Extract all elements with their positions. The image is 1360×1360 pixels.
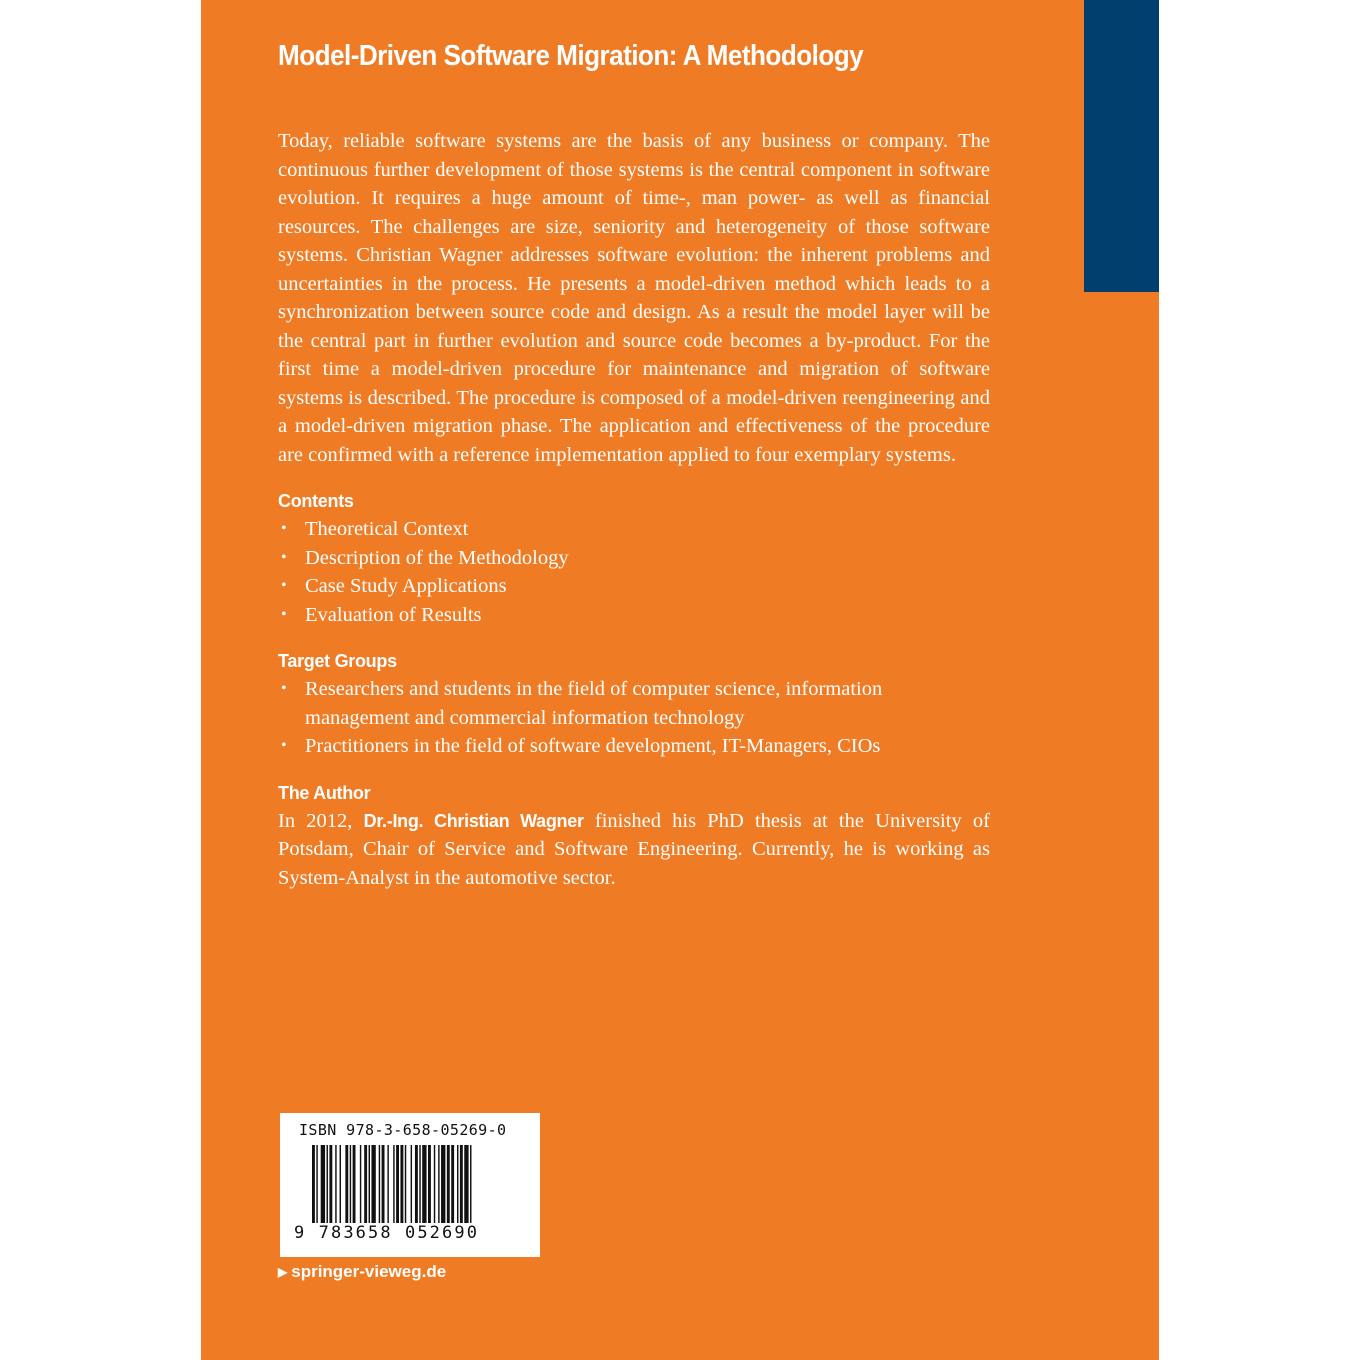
barcode-bar xyxy=(447,1145,450,1223)
list-item: • Practitioners in the field of software development, IT-Managers, CIOs xyxy=(278,732,990,761)
barcode-bar xyxy=(396,1145,399,1223)
barcode-bar xyxy=(312,1145,315,1223)
barcode-bar xyxy=(400,1145,403,1223)
contents-list xyxy=(278,515,990,629)
barcode-bar xyxy=(422,1145,426,1223)
author-bio: In 2012, Dr.-Ing. Christian Wagner finished his PhD thesis at the University of Potsdam, Chair of Service and Software Engineering. Currently, he is working as System-Analyst in the automotive sector. xyxy=(278,809,990,889)
barcode-bar xyxy=(340,1145,341,1223)
bullet-icon: • xyxy=(281,577,287,594)
list-item: • Theoretical Context xyxy=(278,515,990,544)
barcode-bar xyxy=(419,1145,420,1223)
barcode-bar xyxy=(316,1145,317,1223)
barcode-bar xyxy=(379,1145,380,1223)
isbn-number: ISBN 978-3-658-05269-0 xyxy=(299,1121,507,1139)
book-title: Model-Driven Software Migration: A Methodology xyxy=(278,40,864,72)
target-groups-list xyxy=(278,675,990,761)
barcode-bar xyxy=(470,1145,471,1223)
barcode-bar xyxy=(405,1145,406,1223)
target-groups-heading: Target Groups xyxy=(278,651,397,671)
barcode-bar xyxy=(360,1145,361,1223)
barcode-bar xyxy=(415,1145,418,1223)
barcode-bar xyxy=(329,1145,332,1223)
barcode-bar xyxy=(451,1145,454,1223)
author-heading: The Author xyxy=(278,782,371,803)
barcode-bar xyxy=(393,1145,394,1223)
cover-text xyxy=(278,127,990,892)
accent-tab xyxy=(1084,0,1159,292)
blurb-paragraph: Today, reliable software systems are the basis of any business or company. The continuous further development of those systems is the central component in software evolution. It requires a huge amount of time-, man power- as well as financial resources. The challenges are size, seniority and heterogeneity of those software systems. Christian Wagner addresses software evolution: the inherent problems and uncertainties in the process. He presents a model-driven method which leads to a synchronization between source code and design. As a result the model layer will be the central part in further evolution and source code becomes a by-product. For the first time a model-driven procedure for maintenance and migration of software systems is described. The procedure is composed of a model-driven reengineering and a model-driven migration phase. The application and effectiveness of the procedure are confirmed with a reference implementation applied to four exemplary systems. xyxy=(278,130,990,466)
list-item: • Evaluation of Results xyxy=(278,601,990,630)
ean-digits: 9 783658 052690 xyxy=(294,1223,480,1243)
barcode-bar xyxy=(438,1145,439,1223)
barcode-label xyxy=(280,1113,540,1257)
barcode-bar xyxy=(321,1145,325,1223)
contents-heading: Contents xyxy=(278,491,354,511)
barcode-bar xyxy=(464,1145,468,1223)
barcode-bar xyxy=(371,1145,375,1223)
barcode-bar xyxy=(350,1145,351,1223)
bullet-icon: • xyxy=(281,737,287,754)
bullet-icon: • xyxy=(281,680,287,697)
barcode-bar xyxy=(327,1145,328,1223)
barcode-bar xyxy=(364,1145,367,1223)
barcode-bar xyxy=(428,1145,431,1223)
barcode-bar xyxy=(460,1145,463,1223)
barcode-bar xyxy=(345,1145,348,1223)
list-item: • Researchers and students in the field of computer science, information management and commercial information technology xyxy=(278,675,990,732)
barcode-bar xyxy=(457,1145,458,1223)
bullet-icon: • xyxy=(281,548,287,566)
barcode-bar xyxy=(382,1145,385,1223)
list-item: • Description of the Methodology xyxy=(278,544,990,573)
barcode-bar xyxy=(353,1145,356,1223)
barcode-bar xyxy=(335,1145,336,1223)
barcode-bar xyxy=(387,1145,388,1223)
list-item: • Case Study Applications xyxy=(278,572,990,601)
barcode-bar xyxy=(434,1145,435,1223)
barcode-bar xyxy=(441,1145,445,1223)
bullet-icon: • xyxy=(281,520,287,537)
arrow-right-icon: ▶ xyxy=(278,1265,288,1279)
bullet-icon: • xyxy=(281,605,287,623)
author-name: Dr.-Ing. Christian Wagner xyxy=(363,810,584,831)
barcode-bar xyxy=(411,1145,412,1223)
publisher-link[interactable]: ▶ springer-vieweg.de xyxy=(278,1262,447,1281)
barcode-bar xyxy=(369,1145,370,1223)
